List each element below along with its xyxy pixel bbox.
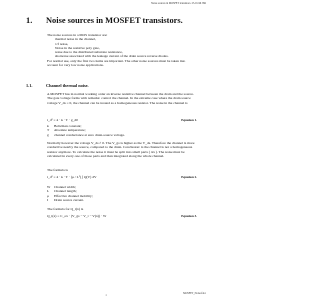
subsection-heading	[26, 83, 89, 88]
definition-text: Boltzman constant;	[54, 124, 82, 128]
equation-1-text: i_d² = 4 · k · T · g_d0	[47, 118, 78, 122]
noise-list-item: Noise in the resistive poly gate,	[55, 45, 100, 50]
intro-after-text: For normal use, only the first two items are important. The other noise sources must be taken into account for very low noise applications.	[47, 58, 186, 67]
equation-2	[47, 175, 197, 179]
equation-3-text: Q_i(x) = C_ox · (V_gs − V_t − V(x)) · W	[47, 214, 107, 218]
definition-text: Channel width;	[54, 185, 76, 189]
paragraph-4: The formula for Q_i(x) is	[47, 207, 84, 211]
page-footer: MOSFET_Noise.fdoc	[183, 292, 206, 295]
section-title: Noise sources in MOSFET transistors.	[46, 16, 183, 25]
definition-text: Drain source current.	[54, 197, 85, 202]
equation-2-text: i_d² = 4 · k · T · (μ / L²) ∫ Q(V) dV	[47, 175, 97, 179]
paragraph-3: The formula is	[47, 168, 68, 172]
noise-list-item: noise due to the distributed substrate resistance,	[55, 50, 123, 54]
noise-list-item: 1/f noise,	[55, 41, 69, 46]
definition-symbol: W	[47, 185, 51, 189]
subsection-number: 1.1.	[26, 83, 33, 88]
definition-text: Channel length;	[54, 189, 77, 194]
definition-symbol: g	[47, 132, 49, 137]
section-heading	[26, 16, 183, 25]
page-header: Noise sources in MOSFET transistors. 25-01-99 JSR	[151, 2, 206, 5]
paragraph-1: A MOSFET has in normal working order an inverse resistive channel between the drain and the source. The gate voltage forms with remarks: control the channel. In the extreme case where the drain source voltage V_ds = 0, the channel can be treated as a homogeneous resistor. The noise in the channel is	[47, 92, 194, 105]
subsection-title: Channel thermal noise.	[46, 83, 89, 88]
equation-2-label: Equation 2.	[181, 175, 197, 179]
section-number: 1.	[26, 16, 33, 25]
intro-text: The noise sources in a MOS transistor are:	[47, 33, 108, 37]
definition-row	[47, 198, 197, 202]
definition-text: channel conductance at zero drain-source voltage.	[54, 132, 125, 137]
page-number: 1	[105, 294, 107, 297]
paragraph-2: Normally however the voltage V_ds ≠ 0. The V_gs is higher as the V_ds. Therefore the channel is more conductive nearby the source, compared to the drain. Conclusion: is the channel is not a homogeneous resistor anymore. To calculate the noise it must be split into small parts ( Δx ). The noise must be calculated in every one of those parts and than integrated along the whole channel.	[47, 141, 195, 158]
noise-list-item: thermal noise in the channel,	[55, 37, 96, 42]
equation-3-label: Equation 3.	[181, 214, 197, 218]
equation-3	[47, 214, 197, 218]
equation-1-label: Equation 1.	[181, 118, 197, 122]
definitions-1	[47, 124, 197, 137]
definitions-2	[47, 185, 197, 202]
equation-1	[47, 118, 197, 122]
definition-text: Absolute temperature;	[54, 128, 86, 133]
noise-list-item: shotnoise associated with the leakage current of the drain source reverse diodes.	[55, 54, 169, 59]
definition-text: Effective channel mobility;	[54, 193, 93, 198]
definition-symbol: μ	[47, 193, 49, 198]
definition-symbol: I	[47, 197, 49, 202]
definition-symbol: L	[47, 189, 50, 194]
definition-symbol: k	[47, 124, 49, 128]
definition-row	[47, 133, 197, 137]
definition-symbol: T	[47, 128, 50, 133]
intro-block	[47, 33, 197, 67]
